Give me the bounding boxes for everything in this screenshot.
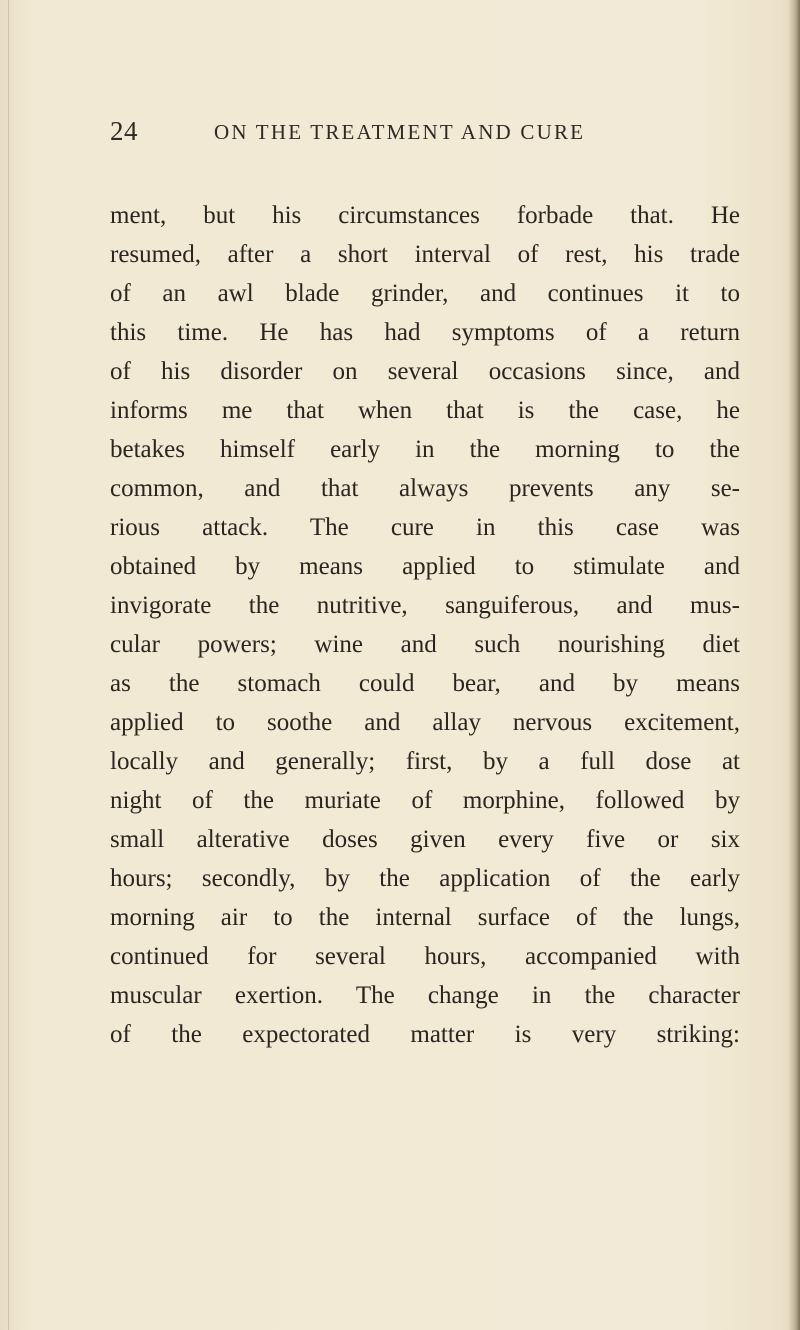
text-line: as the stomach could bear, and by means [110, 670, 740, 697]
text-line: hours; secondly, by the application of the early [110, 865, 740, 892]
text-line: this time. He has had symptoms of a return [110, 319, 740, 346]
page-edge-shadow [788, 0, 800, 1330]
text-line: of his disorder on several occasions since, and [110, 358, 740, 385]
text-line: of the expectorated matter is very striking: [110, 1021, 740, 1048]
text-line: obtained by means applied to stimulate and [110, 553, 740, 580]
running-title: ON THE TREATMENT AND CURE [214, 120, 586, 144]
body-text [110, 196, 740, 1054]
text-line: of an awl blade grinder, and continues it to [110, 280, 740, 307]
text-line: night of the muriate of morphine, followed by [110, 787, 740, 814]
text-line: cular powers; wine and such nourishing diet [110, 631, 740, 658]
text-line: common, and that always prevents any se- [110, 475, 740, 502]
text-line: muscular exertion. The change in the character [110, 982, 740, 1009]
text-line: betakes himself early in the morning to the [110, 436, 740, 463]
text-line: continued for several hours, accompanied with [110, 943, 740, 970]
text-line: ment, but his circumstances forbade that. He [110, 202, 740, 229]
gutter-line [8, 0, 9, 1330]
text-line: rious attack. The cure in this case was [110, 514, 740, 541]
text-line: invigorate the nutritive, sanguiferous, and mus- [110, 592, 740, 619]
text-line: locally and generally; first, by a full dose at [110, 748, 740, 775]
text-line: small alterative doses given every five or six [110, 826, 740, 853]
text-line: resumed, after a short interval of rest, his trade [110, 241, 740, 268]
text-line: informs me that when that is the case, he [110, 397, 740, 424]
text-line: applied to soothe and allay nervous excitement, [110, 709, 740, 736]
text-line: morning air to the internal surface of the lungs, [110, 904, 740, 931]
page-number: 24 [110, 116, 138, 146]
